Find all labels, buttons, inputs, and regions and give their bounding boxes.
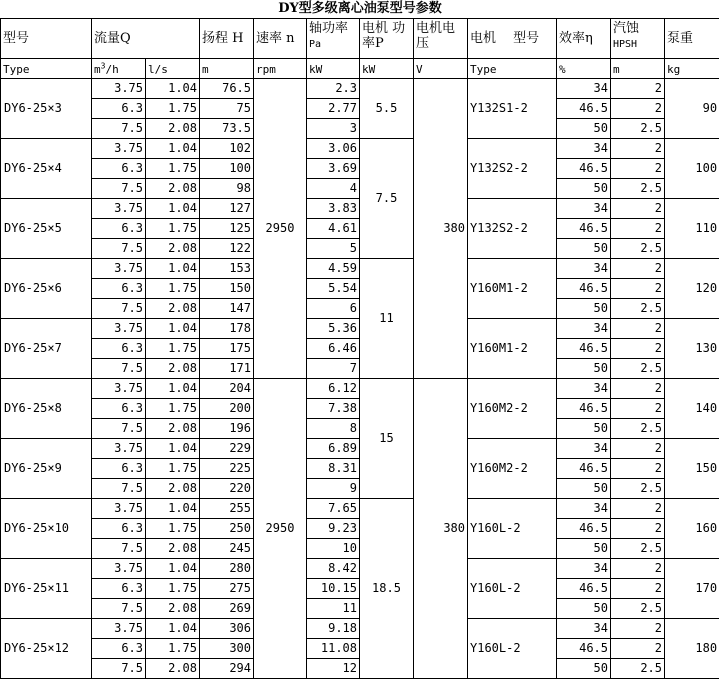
header-cavitation-sub: HPSH bbox=[613, 39, 638, 50]
unit-flow-m3h bbox=[92, 59, 146, 79]
npsh-value: 2 bbox=[611, 219, 665, 239]
unit-speed: rpm bbox=[254, 59, 307, 79]
flow-m3h-value: 3.75 bbox=[92, 199, 146, 219]
shaft-power-value: 9 bbox=[307, 479, 360, 499]
speed-value: 2950 bbox=[254, 79, 307, 379]
efficiency-value: 34 bbox=[557, 559, 611, 579]
flow-m3h-value: 7.5 bbox=[92, 239, 146, 259]
efficiency-value: 50 bbox=[557, 599, 611, 619]
flow-m3h-value: 6.3 bbox=[92, 399, 146, 419]
efficiency-value: 50 bbox=[557, 239, 611, 259]
shaft-power-value: 2.3 bbox=[307, 79, 360, 99]
shaft-power-value: 5.36 bbox=[307, 319, 360, 339]
pump-model: DY6-25×10 bbox=[1, 499, 92, 559]
npsh-value: 2 bbox=[611, 99, 665, 119]
npsh-value: 2 bbox=[611, 139, 665, 159]
unit-efficiency: % bbox=[557, 59, 611, 79]
head-value: 250 bbox=[200, 519, 254, 539]
efficiency-value: 34 bbox=[557, 439, 611, 459]
head-value: 220 bbox=[200, 479, 254, 499]
shaft-power-value: 4.61 bbox=[307, 219, 360, 239]
flow-ls-value: 1.04 bbox=[146, 619, 200, 639]
flow-ls-value: 2.08 bbox=[146, 119, 200, 139]
npsh-value: 2.5 bbox=[611, 239, 665, 259]
head-value: 300 bbox=[200, 639, 254, 659]
motor-model: Y160L-2 bbox=[468, 619, 557, 679]
pump-weight-value: 180 bbox=[665, 619, 719, 679]
npsh-value: 2.5 bbox=[611, 599, 665, 619]
flow-m3h-value: 6.3 bbox=[92, 459, 146, 479]
motor-model: Y160M2-2 bbox=[468, 379, 557, 439]
flow-m3h-value: 6.3 bbox=[92, 639, 146, 659]
shaft-power-value: 6 bbox=[307, 299, 360, 319]
efficiency-value: 46.5 bbox=[557, 579, 611, 599]
head-value: 225 bbox=[200, 459, 254, 479]
flow-ls-value: 2.08 bbox=[146, 179, 200, 199]
npsh-value: 2 bbox=[611, 79, 665, 99]
shaft-power-value: 4 bbox=[307, 179, 360, 199]
flow-m3h-value: 3.75 bbox=[92, 379, 146, 399]
flow-ls-value: 1.04 bbox=[146, 259, 200, 279]
efficiency-value: 46.5 bbox=[557, 519, 611, 539]
shaft-power-value: 7 bbox=[307, 359, 360, 379]
npsh-value: 2 bbox=[611, 439, 665, 459]
head-value: 125 bbox=[200, 219, 254, 239]
voltage-value: 380 bbox=[414, 79, 468, 379]
shaft-power-value: 6.46 bbox=[307, 339, 360, 359]
header-efficiency: 效率η bbox=[557, 19, 611, 59]
unit-flow-m3h-base: m bbox=[94, 63, 101, 76]
efficiency-value: 34 bbox=[557, 379, 611, 399]
header-model: 型号 bbox=[1, 19, 92, 59]
head-value: 122 bbox=[200, 239, 254, 259]
flow-ls-value: 1.04 bbox=[146, 199, 200, 219]
npsh-value: 2 bbox=[611, 159, 665, 179]
shaft-power-value: 6.12 bbox=[307, 379, 360, 399]
flow-ls-value: 2.08 bbox=[146, 659, 200, 679]
npsh-value: 2.5 bbox=[611, 119, 665, 139]
motor-power-value: 15 bbox=[360, 379, 414, 499]
head-value: 204 bbox=[200, 379, 254, 399]
unit-cavitation: m bbox=[611, 59, 665, 79]
motor-power-value: 11 bbox=[360, 259, 414, 379]
pump-weight-value: 160 bbox=[665, 499, 719, 559]
flow-ls-value: 1.75 bbox=[146, 579, 200, 599]
efficiency-value: 50 bbox=[557, 299, 611, 319]
efficiency-value: 34 bbox=[557, 499, 611, 519]
shaft-power-value: 3.06 bbox=[307, 139, 360, 159]
npsh-value: 2 bbox=[611, 519, 665, 539]
npsh-value: 2 bbox=[611, 279, 665, 299]
efficiency-value: 34 bbox=[557, 79, 611, 99]
flow-m3h-value: 3.75 bbox=[92, 499, 146, 519]
unit-head: m bbox=[200, 59, 254, 79]
flow-m3h-value: 6.3 bbox=[92, 99, 146, 119]
motor-model: Y132S2-2 bbox=[468, 139, 557, 199]
header-speed: 速率 n bbox=[254, 19, 307, 59]
table-row bbox=[1, 259, 719, 279]
flow-m3h-value: 3.75 bbox=[92, 619, 146, 639]
pump-weight-value: 110 bbox=[665, 199, 719, 259]
head-value: 178 bbox=[200, 319, 254, 339]
unit-model: Type bbox=[1, 59, 92, 79]
npsh-value: 2.5 bbox=[611, 659, 665, 679]
flow-ls-value: 1.04 bbox=[146, 319, 200, 339]
header-cavitation bbox=[611, 19, 665, 59]
flow-ls-value: 1.04 bbox=[146, 499, 200, 519]
flow-m3h-value: 7.5 bbox=[92, 599, 146, 619]
pump-weight-value: 150 bbox=[665, 439, 719, 499]
shaft-power-value: 7.65 bbox=[307, 499, 360, 519]
flow-ls-value: 2.08 bbox=[146, 299, 200, 319]
motor-power-value: 18.5 bbox=[360, 499, 414, 679]
efficiency-value: 50 bbox=[557, 359, 611, 379]
npsh-value: 2.5 bbox=[611, 179, 665, 199]
head-value: 280 bbox=[200, 559, 254, 579]
flow-ls-value: 2.08 bbox=[146, 239, 200, 259]
npsh-value: 2 bbox=[611, 259, 665, 279]
head-value: 229 bbox=[200, 439, 254, 459]
shaft-power-value: 6.89 bbox=[307, 439, 360, 459]
flow-ls-value: 2.08 bbox=[146, 419, 200, 439]
pump-weight-value: 120 bbox=[665, 259, 719, 319]
shaft-power-value: 2.77 bbox=[307, 99, 360, 119]
efficiency-value: 34 bbox=[557, 259, 611, 279]
flow-m3h-value: 6.3 bbox=[92, 519, 146, 539]
flow-m3h-value: 6.3 bbox=[92, 339, 146, 359]
efficiency-value: 34 bbox=[557, 199, 611, 219]
efficiency-value: 50 bbox=[557, 119, 611, 139]
pump-weight-value: 170 bbox=[665, 559, 719, 619]
shaft-power-value: 5 bbox=[307, 239, 360, 259]
head-value: 153 bbox=[200, 259, 254, 279]
head-value: 76.5 bbox=[200, 79, 254, 99]
flow-ls-value: 1.04 bbox=[146, 79, 200, 99]
header-cavitation-label: 汽蚀 bbox=[613, 21, 640, 36]
flow-ls-value: 1.75 bbox=[146, 519, 200, 539]
npsh-value: 2 bbox=[611, 459, 665, 479]
pump-model: DY6-25×7 bbox=[1, 319, 92, 379]
shaft-power-value: 9.18 bbox=[307, 619, 360, 639]
flow-ls-value: 1.75 bbox=[146, 339, 200, 359]
efficiency-value: 34 bbox=[557, 619, 611, 639]
efficiency-value: 46.5 bbox=[557, 279, 611, 299]
motor-model: Y132S1-2 bbox=[468, 79, 557, 139]
shaft-power-value: 3.69 bbox=[307, 159, 360, 179]
pump-model: DY6-25×4 bbox=[1, 139, 92, 199]
flow-m3h-value: 7.5 bbox=[92, 419, 146, 439]
table-title: DY型多级离心油泵型号参数 bbox=[278, 1, 442, 16]
unit-motor-power: kW bbox=[360, 59, 414, 79]
pump-weight-value: 100 bbox=[665, 139, 719, 199]
pump-weight-value: 140 bbox=[665, 379, 719, 439]
head-value: 171 bbox=[200, 359, 254, 379]
shaft-power-value: 10 bbox=[307, 539, 360, 559]
shaft-power-value: 11 bbox=[307, 599, 360, 619]
header-shaft-power-label: 轴功率 bbox=[309, 21, 349, 36]
pump-model: DY6-25×3 bbox=[1, 79, 92, 139]
efficiency-value: 46.5 bbox=[557, 159, 611, 179]
shaft-power-value: 5.54 bbox=[307, 279, 360, 299]
motor-model: Y160M1-2 bbox=[468, 259, 557, 319]
flow-m3h-value: 7.5 bbox=[92, 659, 146, 679]
pump-model: DY6-25×6 bbox=[1, 259, 92, 319]
flow-ls-value: 1.75 bbox=[146, 279, 200, 299]
flow-m3h-value: 6.3 bbox=[92, 279, 146, 299]
efficiency-value: 50 bbox=[557, 479, 611, 499]
npsh-value: 2 bbox=[611, 319, 665, 339]
head-value: 127 bbox=[200, 199, 254, 219]
header-motor-voltage: 电机电压 bbox=[414, 19, 468, 59]
flow-m3h-value: 3.75 bbox=[92, 559, 146, 579]
npsh-value: 2 bbox=[611, 199, 665, 219]
pump-weight-value: 130 bbox=[665, 319, 719, 379]
shaft-power-value: 8.31 bbox=[307, 459, 360, 479]
head-value: 245 bbox=[200, 539, 254, 559]
flow-ls-value: 1.75 bbox=[146, 99, 200, 119]
efficiency-value: 46.5 bbox=[557, 639, 611, 659]
motor-power-value: 5.5 bbox=[360, 79, 414, 139]
npsh-value: 2 bbox=[611, 399, 665, 419]
header-shaft-power bbox=[307, 19, 360, 59]
flow-ls-value: 1.75 bbox=[146, 639, 200, 659]
unit-flow-ls: l/s bbox=[146, 59, 200, 79]
efficiency-value: 46.5 bbox=[557, 399, 611, 419]
table-row bbox=[1, 499, 719, 519]
efficiency-value: 46.5 bbox=[557, 459, 611, 479]
unit-weight: kg bbox=[665, 59, 719, 79]
npsh-value: 2 bbox=[611, 559, 665, 579]
flow-ls-value: 2.08 bbox=[146, 599, 200, 619]
header-motor-model: 电机 型号 bbox=[468, 19, 557, 59]
flow-m3h-value: 6.3 bbox=[92, 219, 146, 239]
flow-m3h-value: 7.5 bbox=[92, 479, 146, 499]
flow-m3h-value: 7.5 bbox=[92, 539, 146, 559]
npsh-value: 2 bbox=[611, 579, 665, 599]
motor-model: Y160M1-2 bbox=[468, 319, 557, 379]
head-value: 102 bbox=[200, 139, 254, 159]
header-shaft-power-unit: Pa bbox=[309, 39, 322, 50]
flow-ls-value: 1.75 bbox=[146, 219, 200, 239]
flow-ls-value: 2.08 bbox=[146, 539, 200, 559]
shaft-power-value: 11.08 bbox=[307, 639, 360, 659]
head-value: 100 bbox=[200, 159, 254, 179]
pump-model: DY6-25×11 bbox=[1, 559, 92, 619]
flow-m3h-value: 7.5 bbox=[92, 299, 146, 319]
head-value: 269 bbox=[200, 599, 254, 619]
shaft-power-value: 9.23 bbox=[307, 519, 360, 539]
motor-model: Y132S2-2 bbox=[468, 199, 557, 259]
flow-ls-value: 2.08 bbox=[146, 359, 200, 379]
pump-model: DY6-25×5 bbox=[1, 199, 92, 259]
flow-ls-value: 1.04 bbox=[146, 439, 200, 459]
unit-motor-model: Type bbox=[468, 59, 557, 79]
pump-weight-value: 90 bbox=[665, 79, 719, 139]
flow-ls-value: 1.75 bbox=[146, 459, 200, 479]
head-value: 98 bbox=[200, 179, 254, 199]
flow-m3h-value: 6.3 bbox=[92, 159, 146, 179]
npsh-value: 2.5 bbox=[611, 539, 665, 559]
head-value: 255 bbox=[200, 499, 254, 519]
efficiency-value: 50 bbox=[557, 659, 611, 679]
header-head: 扬程 H bbox=[200, 19, 254, 59]
pump-model: DY6-25×8 bbox=[1, 379, 92, 439]
head-value: 150 bbox=[200, 279, 254, 299]
npsh-value: 2 bbox=[611, 639, 665, 659]
head-value: 196 bbox=[200, 419, 254, 439]
flow-m3h-value: 7.5 bbox=[92, 359, 146, 379]
shaft-power-value: 8.42 bbox=[307, 559, 360, 579]
head-value: 306 bbox=[200, 619, 254, 639]
npsh-value: 2 bbox=[611, 339, 665, 359]
npsh-value: 2.5 bbox=[611, 479, 665, 499]
efficiency-value: 50 bbox=[557, 419, 611, 439]
head-value: 147 bbox=[200, 299, 254, 319]
shaft-power-value: 3.83 bbox=[307, 199, 360, 219]
flow-ls-value: 1.04 bbox=[146, 139, 200, 159]
header-flow: 流量Q bbox=[92, 19, 200, 59]
voltage-value: 380 bbox=[414, 379, 468, 679]
efficiency-value: 50 bbox=[557, 539, 611, 559]
unit-voltage: V bbox=[414, 59, 468, 79]
shaft-power-value: 10.15 bbox=[307, 579, 360, 599]
efficiency-value: 46.5 bbox=[557, 219, 611, 239]
motor-model: Y160M2-2 bbox=[468, 439, 557, 499]
head-value: 75 bbox=[200, 99, 254, 119]
unit-flow-m3h-exp: 3 bbox=[100, 61, 106, 71]
flow-ls-value: 2.08 bbox=[146, 479, 200, 499]
shaft-power-value: 3 bbox=[307, 119, 360, 139]
efficiency-value: 34 bbox=[557, 139, 611, 159]
npsh-value: 2.5 bbox=[611, 299, 665, 319]
flow-m3h-value: 3.75 bbox=[92, 319, 146, 339]
motor-model: Y160L-2 bbox=[468, 499, 557, 559]
motor-model: Y160L-2 bbox=[468, 559, 557, 619]
flow-ls-value: 1.75 bbox=[146, 399, 200, 419]
header-pump-weight: 泵重 bbox=[665, 19, 719, 59]
flow-m3h-value: 7.5 bbox=[92, 119, 146, 139]
head-value: 294 bbox=[200, 659, 254, 679]
table-row bbox=[1, 79, 719, 99]
npsh-value: 2.5 bbox=[611, 419, 665, 439]
head-value: 175 bbox=[200, 339, 254, 359]
flow-m3h-value: 3.75 bbox=[92, 139, 146, 159]
shaft-power-value: 7.38 bbox=[307, 399, 360, 419]
flow-m3h-value: 6.3 bbox=[92, 579, 146, 599]
pump-model: DY6-25×12 bbox=[1, 619, 92, 679]
head-value: 73.5 bbox=[200, 119, 254, 139]
flow-m3h-value: 3.75 bbox=[92, 79, 146, 99]
efficiency-value: 46.5 bbox=[557, 339, 611, 359]
header-motor-power: 电机 功率P bbox=[360, 19, 414, 59]
efficiency-value: 46.5 bbox=[557, 99, 611, 119]
unit-flow-m3h-suffix: /h bbox=[105, 63, 119, 76]
pump-model: DY6-25×9 bbox=[1, 439, 92, 499]
efficiency-value: 34 bbox=[557, 319, 611, 339]
efficiency-value: 50 bbox=[557, 179, 611, 199]
unit-shaft-power: kW bbox=[307, 59, 360, 79]
shaft-power-value: 12 bbox=[307, 659, 360, 679]
flow-ls-value: 1.04 bbox=[146, 379, 200, 399]
flow-m3h-value: 3.75 bbox=[92, 439, 146, 459]
flow-ls-value: 1.75 bbox=[146, 159, 200, 179]
npsh-value: 2 bbox=[611, 379, 665, 399]
table-row bbox=[1, 139, 719, 159]
flow-ls-value: 1.04 bbox=[146, 559, 200, 579]
shaft-power-value: 8 bbox=[307, 419, 360, 439]
table-row bbox=[1, 379, 719, 399]
npsh-value: 2 bbox=[611, 619, 665, 639]
flow-m3h-value: 7.5 bbox=[92, 179, 146, 199]
shaft-power-value: 4.59 bbox=[307, 259, 360, 279]
head-value: 275 bbox=[200, 579, 254, 599]
head-value: 200 bbox=[200, 399, 254, 419]
motor-power-value: 7.5 bbox=[360, 139, 414, 259]
speed-value: 2950 bbox=[254, 379, 307, 679]
flow-m3h-value: 3.75 bbox=[92, 259, 146, 279]
npsh-value: 2 bbox=[611, 499, 665, 519]
npsh-value: 2.5 bbox=[611, 359, 665, 379]
